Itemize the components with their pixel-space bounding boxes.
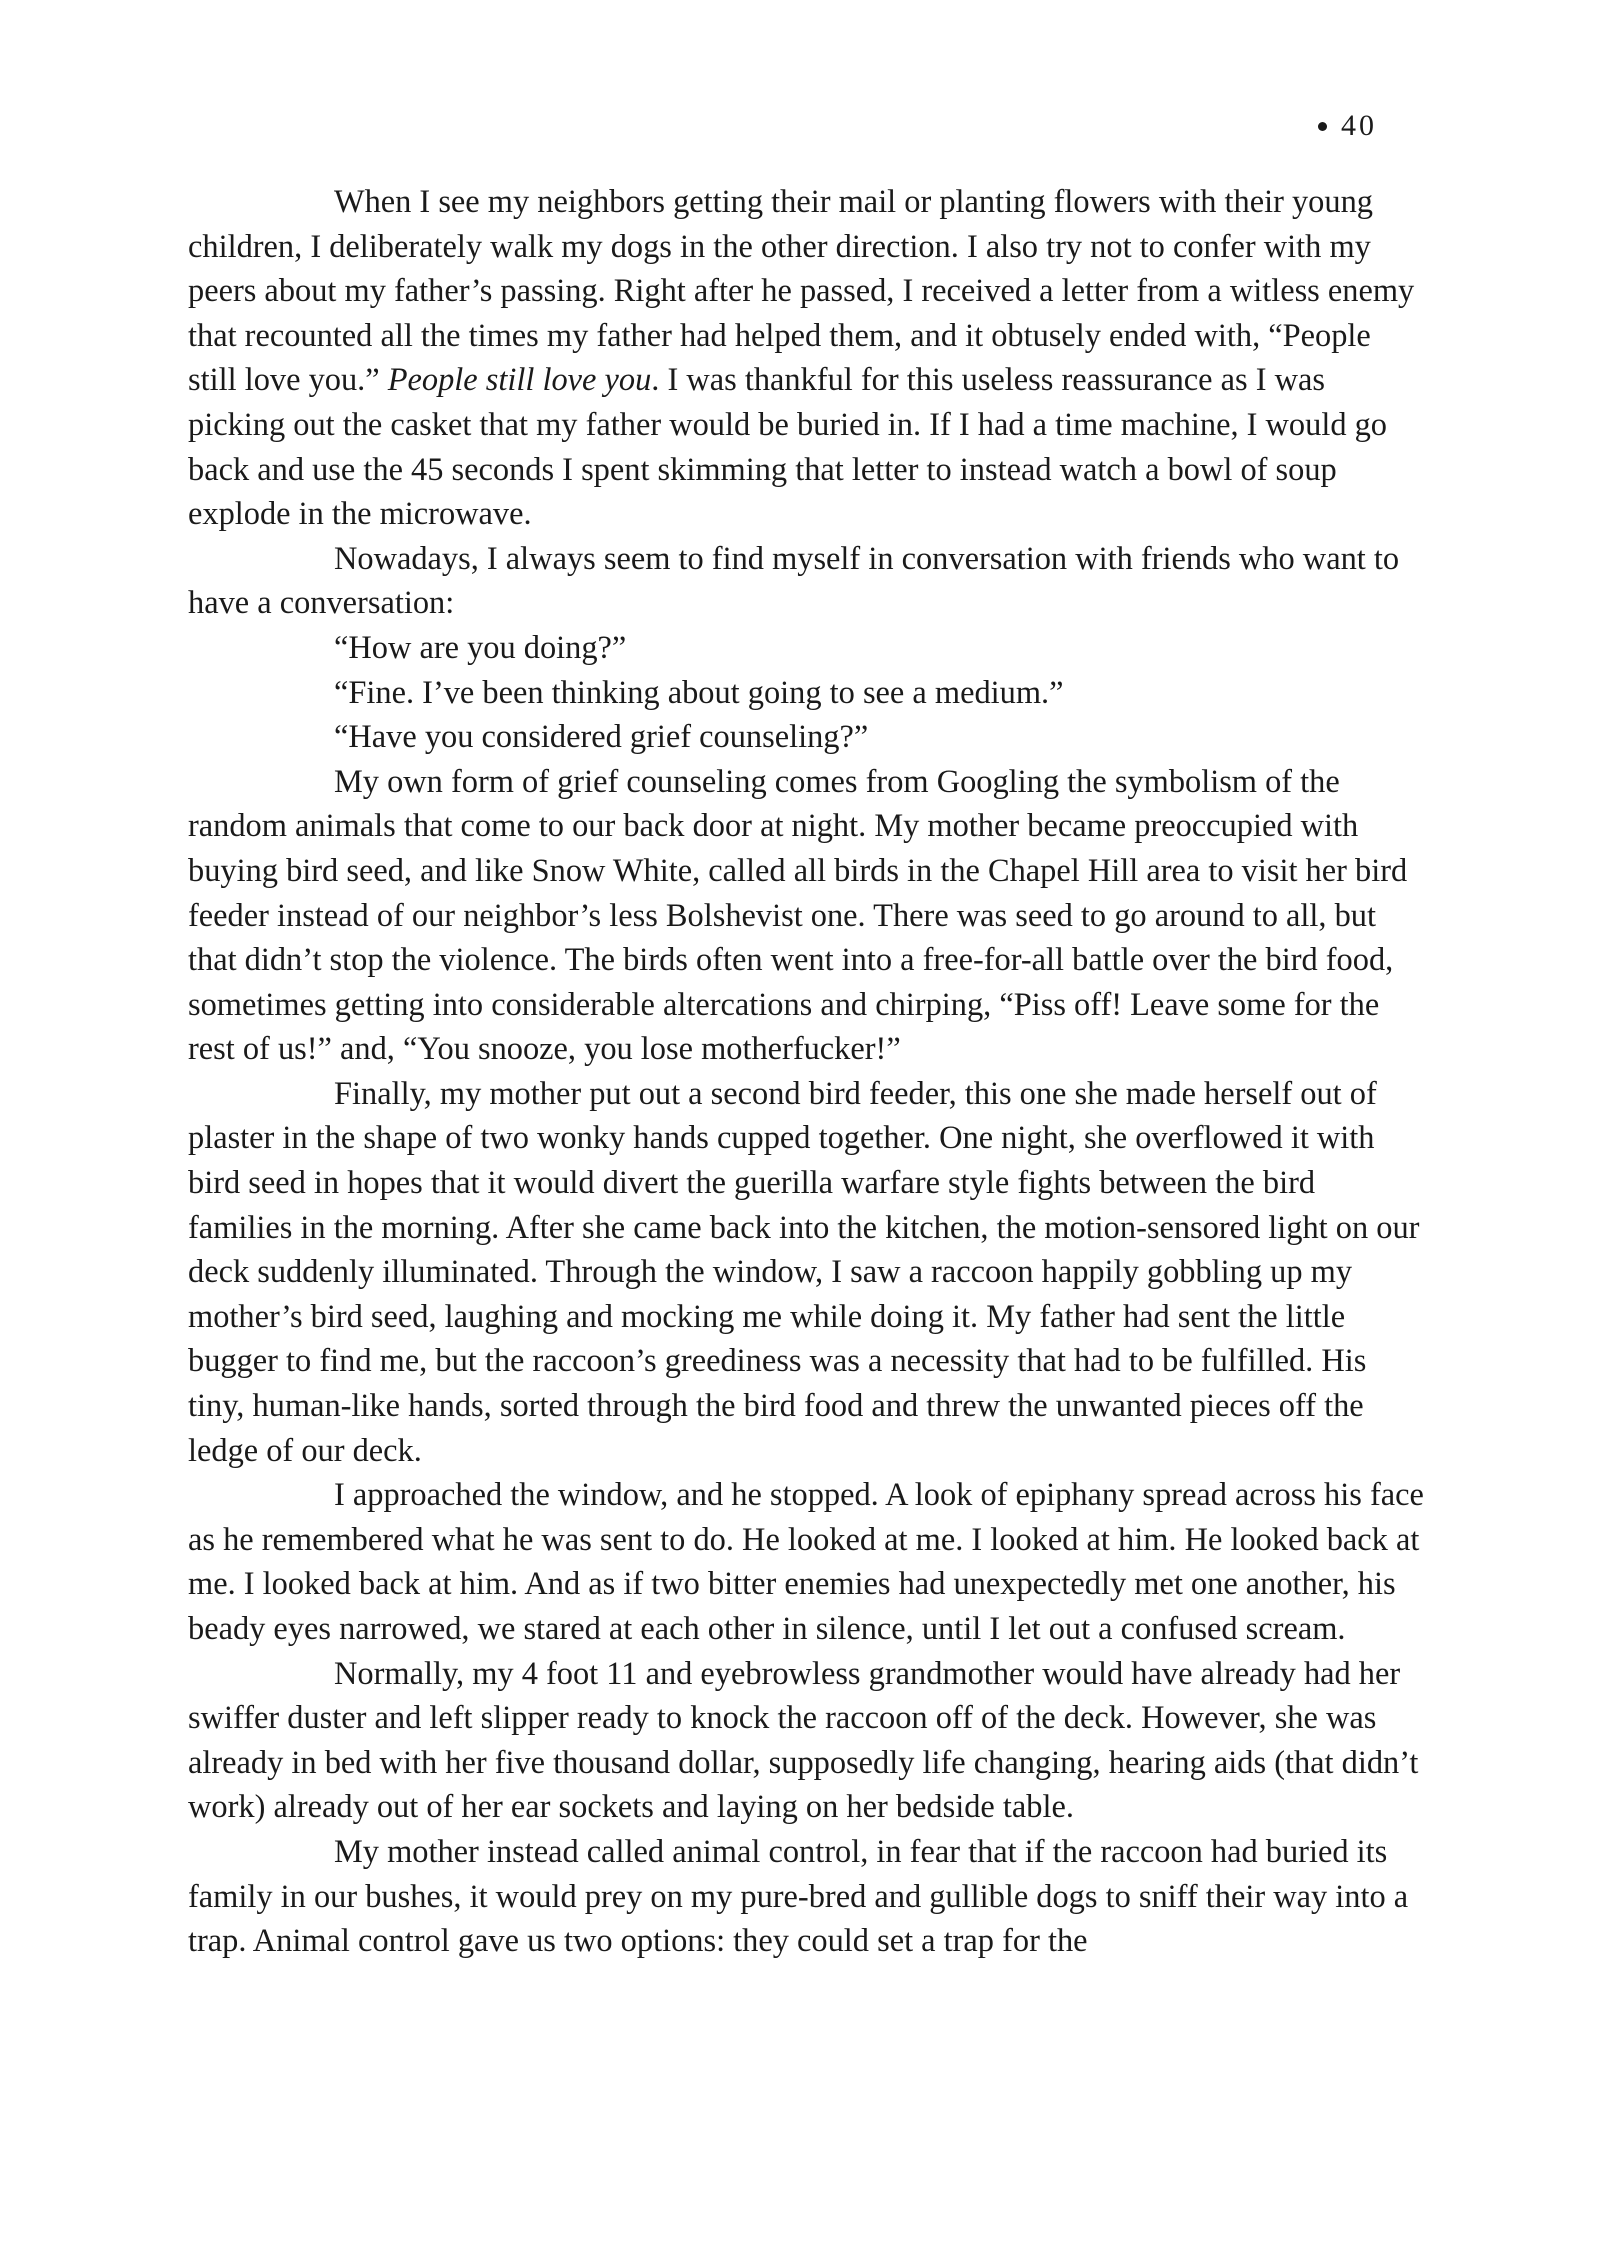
dialogue-line-2: “Fine. I’ve been thinking about going to see a medium.”: [334, 674, 1064, 711]
paragraph-2: Nowadays, I always seem to find myself in conversation with friends who want to have a conversation:: [188, 540, 1400, 622]
paragraph-7: My mother instead called animal control, in fear that if the raccoon had buried its family in our bushes, it would prey on my pure-bred and gullible dogs to sniff their way into a trap. Animal control gave us two options: they could set a trap for the: [188, 1833, 1409, 1960]
paragraph-5: I approached the window, and he stopped. A look of epiphany spread across his face as he remembered what he was sent to do. He looked at me. I looked at him. He looked back at me. I looked back at him. And as if two bitter enemies had unexpectedly met one another, his beady eyes narrowed, we stared at each other in silence, until I let out a confused scream.: [188, 1477, 1424, 1647]
page-number-value: 40: [1341, 109, 1377, 142]
paragraph-4: Finally, my mother put out a second bird feeder, this one she made herself out of plaster in the shape of two wonky hands cupped together. One night, she overflowed it with bird seed in hopes that it would divert the guerilla warfare style fights between the bird families in the morning. After she came back into the kitchen, the motion-sensored light on our deck suddenly illuminated. Through the window, I saw a raccoon happily gobbling up my mother’s bird seed, laughing and mocking me while doing it. My father had sent the little bugger to find me, but the raccoon’s greediness was a necessity that had to be fulfilled. His tiny, human-like hands, sorted through the bird food and threw the unwanted pieces off the ledge of our deck.: [188, 1075, 1420, 1469]
dialogue-line-3: “Have you considered grief counseling?”: [334, 719, 869, 756]
paragraph-1-italic: People still love you: [387, 362, 652, 399]
dialogue-line-1: “How are you doing?”: [334, 629, 627, 666]
paragraph-1-start: When I see my neighbors getting their mail or planting flowers with their young children, I deliberately walk my dogs in the other direction. I also try not to confer with my peers about my father’s passing. Right after he passed, I received a letter from a witless enemy that recounted all the times my father had helped them, and it obtusely ended with, “People still love you.”: [188, 184, 1415, 399]
paragraph-3: My own form of grief counseling comes from Googling the symbolism of the random animals that come to our back door at night. My mother became preoccupied with buying bird seed, and like Snow White, called all birds in the Chapel Hill area to visit her bird feeder instead of our neighbor’s less Bolshevist one. There was seed to go around to all, but that didn’t stop the violence. The birds often went into a free-for-all battle over the bird food, sometimes getting into considerable altercations and chirping, “Piss off! Leave some for the rest of us!” and, “You snooze, you lose motherfucker!”: [188, 763, 1408, 1068]
bullet-icon: [1318, 122, 1327, 131]
paragraph-1: [188, 180, 1426, 537]
page-number: [1318, 104, 1377, 148]
body-text: [188, 180, 1426, 1964]
paragraph-1-end: . I was thankful for this useless reassurance as I was picking out the casket that my father would be buried in. If I had a time machine, I would go back and use the 45 seconds I spent skimming that letter to instead watch a bowl of soup explode in the microwave.: [188, 362, 1388, 533]
paragraph-6: Normally, my 4 foot 11 and eyebrowless grandmother would have already had her swiffer duster and left slipper ready to knock the raccoon off of the deck. However, she was already in bed with her five thousand dollar, supposedly life changing, hearing aids (that didn’t work) already out of her ear sockets and laying on her bedside table.: [188, 1655, 1419, 1826]
